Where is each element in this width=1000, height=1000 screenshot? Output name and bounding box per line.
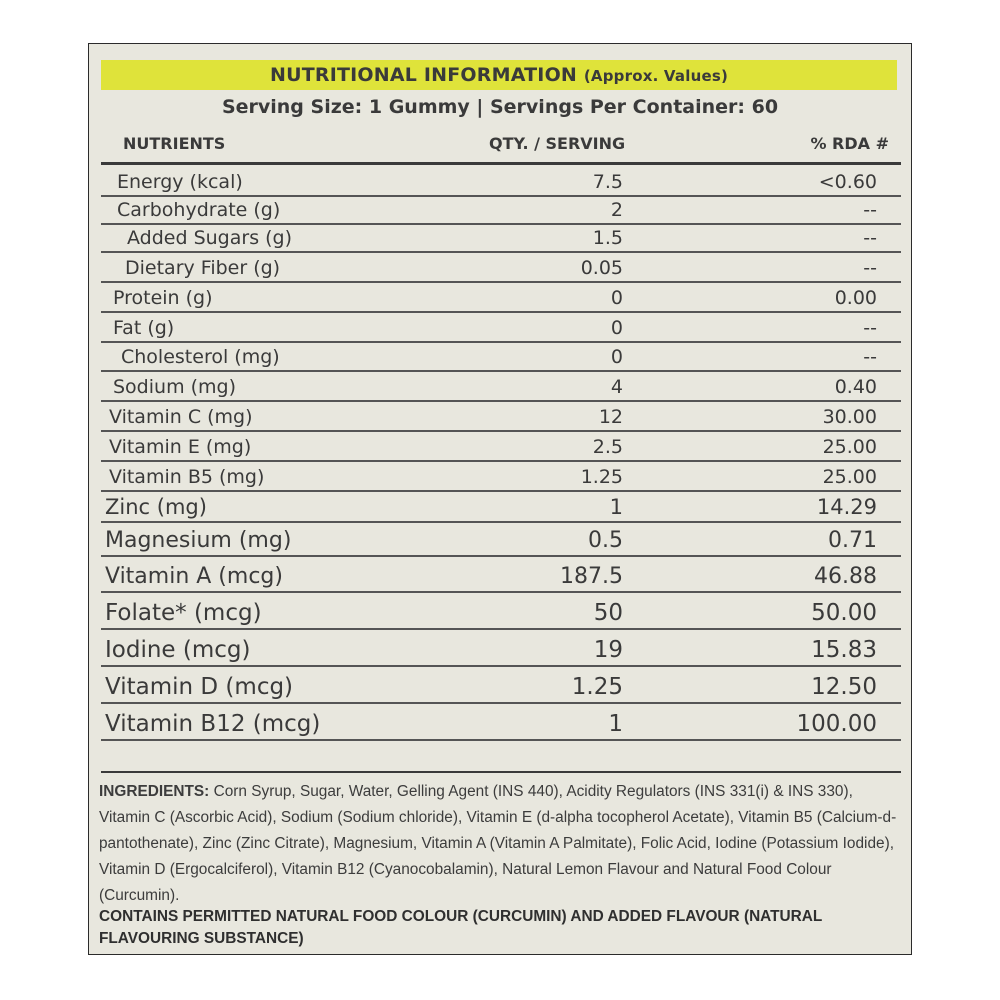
nutrient-rda: 25.00 (822, 466, 877, 488)
serving-info: Serving Size: 1 Gummy | Servings Per Container: 60 (221, 96, 779, 118)
header-rule (101, 162, 901, 165)
title-bar (101, 60, 897, 90)
panel-title-suffix: (Approx. Values) (583, 67, 729, 85)
nutrient-name: Carbohydrate (g) (117, 199, 281, 221)
nutrient-rda: 0.00 (834, 287, 877, 309)
table-row (101, 462, 901, 492)
nutrient-name: Protein (g) (113, 287, 213, 309)
col-header-rda: % RDA # (810, 134, 889, 153)
table-row (101, 197, 901, 225)
nutrient-qty: 19 (593, 637, 623, 663)
ingredients-label: INGREDIENTS: (99, 783, 210, 800)
table-row (101, 372, 901, 402)
table-row (101, 492, 901, 523)
nutrient-name: Folate* (mcg) (105, 600, 262, 626)
nutrient-qty: 0.05 (580, 257, 623, 279)
nutrient-name: Vitamin E (mg) (109, 436, 252, 458)
nutrient-name: Vitamin D (mcg) (105, 674, 294, 700)
nutrient-rda: -- (863, 199, 877, 221)
nutrient-qty: 12 (598, 406, 623, 428)
table-row (101, 283, 901, 313)
table-row (101, 313, 901, 343)
nutrient-rda: 46.88 (814, 564, 877, 589)
table-row (101, 557, 901, 593)
nutrient-qty: 7.5 (592, 171, 623, 193)
nutrient-qty: 0 (610, 287, 623, 309)
nutrient-rda: 30.00 (822, 406, 877, 428)
nutrient-rda: -- (863, 317, 877, 339)
nutrient-qty: 50 (593, 600, 623, 626)
nutrient-rda: -- (863, 227, 877, 249)
nutrient-qty: 0 (610, 346, 623, 368)
table-row (101, 402, 901, 432)
panel-title: NUTRITIONAL INFORMATION (269, 64, 578, 86)
table-row (101, 667, 901, 704)
nutrient-rda: 14.29 (816, 495, 877, 519)
nutrient-qty: 1.25 (580, 466, 623, 488)
nutrient-rda: 0.40 (834, 376, 877, 398)
nutrient-name: Iodine (mcg) (105, 637, 251, 663)
nutrient-qty: 4 (610, 376, 623, 398)
table-row (101, 704, 901, 741)
contains-statement: CONTAINS PERMITTED NATURAL FOOD COLOUR (CURCUMIN) AND ADDED FLAVOUR (NATURAL FLAVOURING SUBSTANCE) (99, 908, 823, 947)
nutrient-name: Vitamin B12 (mcg) (105, 711, 321, 737)
nutrient-name: Fat (g) (113, 317, 175, 339)
nutrient-qty: 2 (610, 199, 623, 221)
nutrient-name: Magnesium (mg) (105, 528, 292, 553)
nutrient-name: Energy (kcal) (117, 171, 243, 193)
nutrient-rda: 50.00 (811, 600, 877, 626)
nutrient-name: Vitamin B5 (mg) (109, 466, 265, 488)
col-header-nutrients: NUTRIENTS (123, 134, 226, 153)
nutrient-name: Added Sugars (g) (127, 227, 293, 249)
nutrient-rda: 0.71 (828, 528, 877, 553)
nutrient-qty: 187.5 (560, 564, 623, 589)
nutrient-rda: 15.83 (811, 637, 877, 663)
table-row (101, 593, 901, 630)
table-row (101, 523, 901, 557)
nutrient-name: Zinc (mg) (105, 495, 207, 519)
nutrient-rda: -- (863, 257, 877, 279)
nutrient-name: Vitamin A (mcg) (105, 564, 283, 589)
nutrient-qty: 1.5 (592, 227, 623, 249)
nutrient-rda: 25.00 (822, 436, 877, 458)
table-row (101, 169, 901, 197)
nutrition-panel (88, 43, 912, 955)
nutrient-name: Cholesterol (mg) (121, 346, 280, 368)
table-row (101, 253, 901, 283)
nutrient-qty: 1 (608, 711, 623, 737)
nutrient-name: Vitamin C (mg) (109, 406, 253, 428)
nutrient-rda: 100.00 (796, 711, 877, 737)
table-row (101, 225, 901, 253)
table-bottom-rule (101, 771, 901, 773)
nutrient-name: Sodium (mg) (113, 376, 237, 398)
nutrient-qty: 1 (609, 495, 623, 519)
nutrient-rda: <0.60 (818, 171, 877, 193)
nutrient-rda: -- (863, 346, 877, 368)
nutrient-qty: 2.5 (592, 436, 623, 458)
nutrient-name: Dietary Fiber (g) (125, 257, 281, 279)
nutrient-rda: 12.50 (811, 674, 877, 700)
ingredients-text (99, 779, 904, 909)
ingredients-list: Corn Syrup, Sugar, Water, Gelling Agent (INS 440), Acidity Regulators (INS 331(i) & INS 330), Vitamin C (Ascorbic Acid), Sodium (Sodium chloride), Vitamin E (d-alpha tocopherol Acetate), Vitamin B5 (Calcium-d-pantothenate), Zinc (Zinc Citrate), Magnesium, Vitamin A (Vitamin A Palmitate), Folic Acid, Iodine (Potassium Iodide), Vitamin D (Ergocalciferol), Vitamin B12 (Cyanocobalamin), Natural Lemon Flavour and Natural Food Colour (Curcumin). (99, 783, 897, 904)
table-row (101, 630, 901, 667)
nutrient-qty: 1.25 (571, 674, 623, 700)
col-header-qty: QTY. / SERVING (489, 134, 626, 153)
nutrient-qty: 0 (610, 317, 623, 339)
table-row (101, 343, 901, 372)
nutrient-qty: 0.5 (588, 528, 623, 553)
table-row (101, 432, 901, 462)
